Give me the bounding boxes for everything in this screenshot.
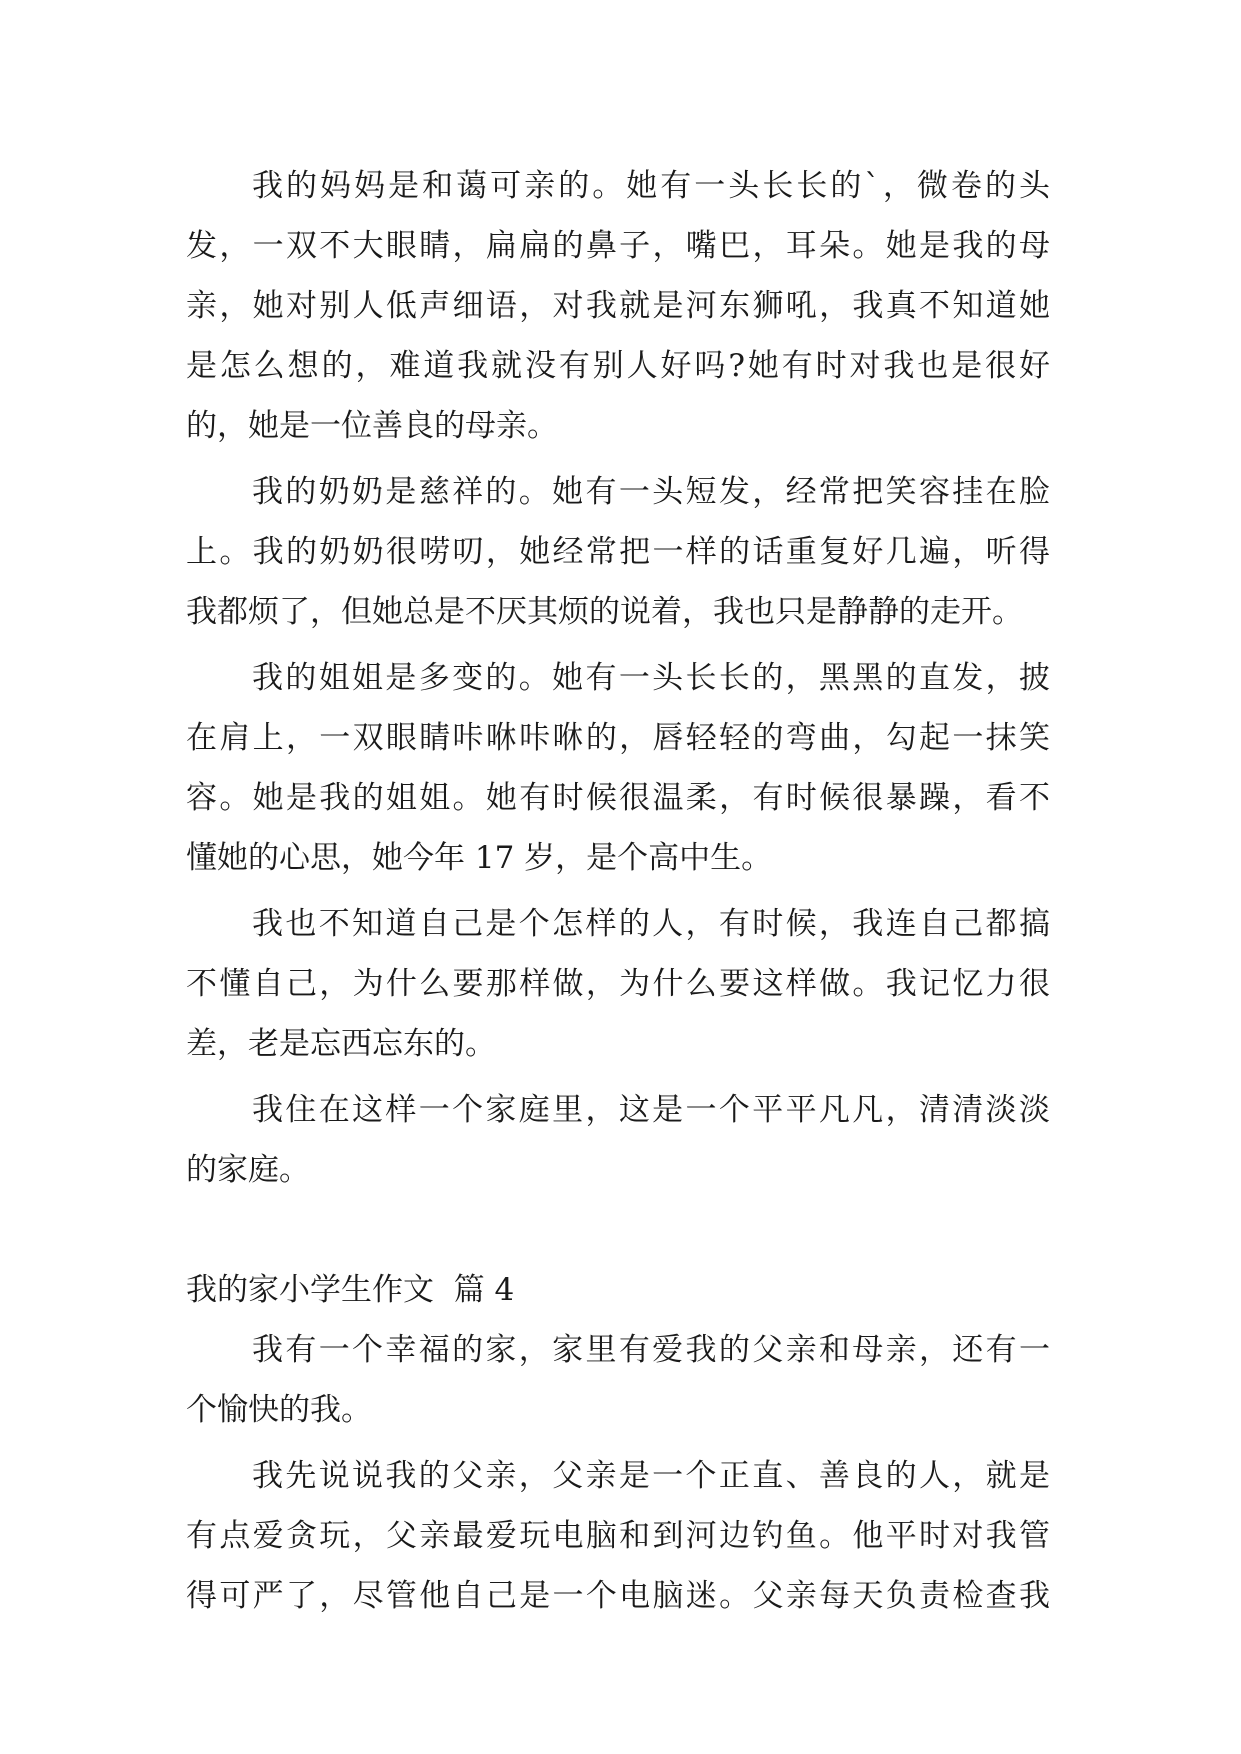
paragraph-line: 在肩上，一双眼睛咔咻咔咻的，唇轻轻的弯曲，勾起一抹笑 <box>186 720 1050 756</box>
paragraph-sister <box>186 648 1050 888</box>
paragraph-line: 上。我的奶奶很唠叨，她经常把一样的话重复好几遍，听得 <box>186 534 1050 570</box>
paragraph-line: 不懂自己，为什么要那样做，为什么要这样做。我记忆力很 <box>186 966 1050 1002</box>
paragraph-line: 我有一个幸福的家，家里有爱我的父亲和母亲，还有一 <box>252 1332 1050 1368</box>
paragraph-line: 我先说说我的父亲，父亲是一个正直、善良的人，就是 <box>252 1458 1050 1494</box>
paragraph-line: 我也不知道自己是个怎样的人，有时候，我连自己都搞 <box>252 906 1050 942</box>
paragraph-line: 得可严了，尽管他自己是一个电脑迷。父亲每天负责检查我 <box>186 1578 1050 1614</box>
paragraph-line: 差，老是忘西忘东的。 <box>186 1026 496 1062</box>
section-heading: 我的家小学生作文 篇 4 <box>186 1272 515 1308</box>
paragraph-line: 我的妈妈是和蔼可亲的。她有一头长长的`，微卷的头 <box>252 168 1050 204</box>
section-spacer <box>186 1200 1050 1260</box>
paragraph-line: 我都烦了，但她总是不厌其烦的说着，我也只是静静的走开。 <box>186 594 1023 630</box>
document-body <box>186 156 1050 1626</box>
paragraph-line: 发，一双不大眼睛，扁扁的鼻子，嘴巴，耳朵。她是我的母 <box>186 228 1050 264</box>
paragraph-self <box>186 894 1050 1074</box>
paragraph-line: 我住在这样一个家庭里，这是一个平平凡凡，清清淡淡 <box>252 1092 1050 1128</box>
paragraph-line: 是怎么想的，难道我就没有别人好吗?她有时对我也是很好 <box>186 348 1050 384</box>
paragraph-happy-family <box>186 1320 1050 1440</box>
paragraph-line: 的，她是一位善良的母亲。 <box>186 408 558 444</box>
paragraph-line: 的家庭。 <box>186 1152 310 1188</box>
paragraph-grandmother <box>186 462 1050 642</box>
paragraph-line: 个愉快的我。 <box>186 1392 372 1428</box>
paragraph-line: 我的奶奶是慈祥的。她有一头短发，经常把笑容挂在脸 <box>252 474 1050 510</box>
paragraph-mother <box>186 156 1050 456</box>
paragraph-family <box>186 1080 1050 1200</box>
paragraph-line: 我的姐姐是多变的。她有一头长长的，黑黑的直发，披 <box>252 660 1050 696</box>
paragraph-line: 亲，她对别人低声细语，对我就是河东狮吼，我真不知道她 <box>186 288 1050 324</box>
paragraph-line: 懂她的心思，她今年 17 岁，是个高中生。 <box>186 840 773 876</box>
paragraph-line: 有点爱贪玩，父亲最爱玩电脑和到河边钓鱼。他平时对我管 <box>186 1518 1050 1554</box>
paragraph-line: 容。她是我的姐姐。她有时候很温柔，有时候很暴躁，看不 <box>186 780 1050 816</box>
paragraph-father <box>186 1446 1050 1626</box>
